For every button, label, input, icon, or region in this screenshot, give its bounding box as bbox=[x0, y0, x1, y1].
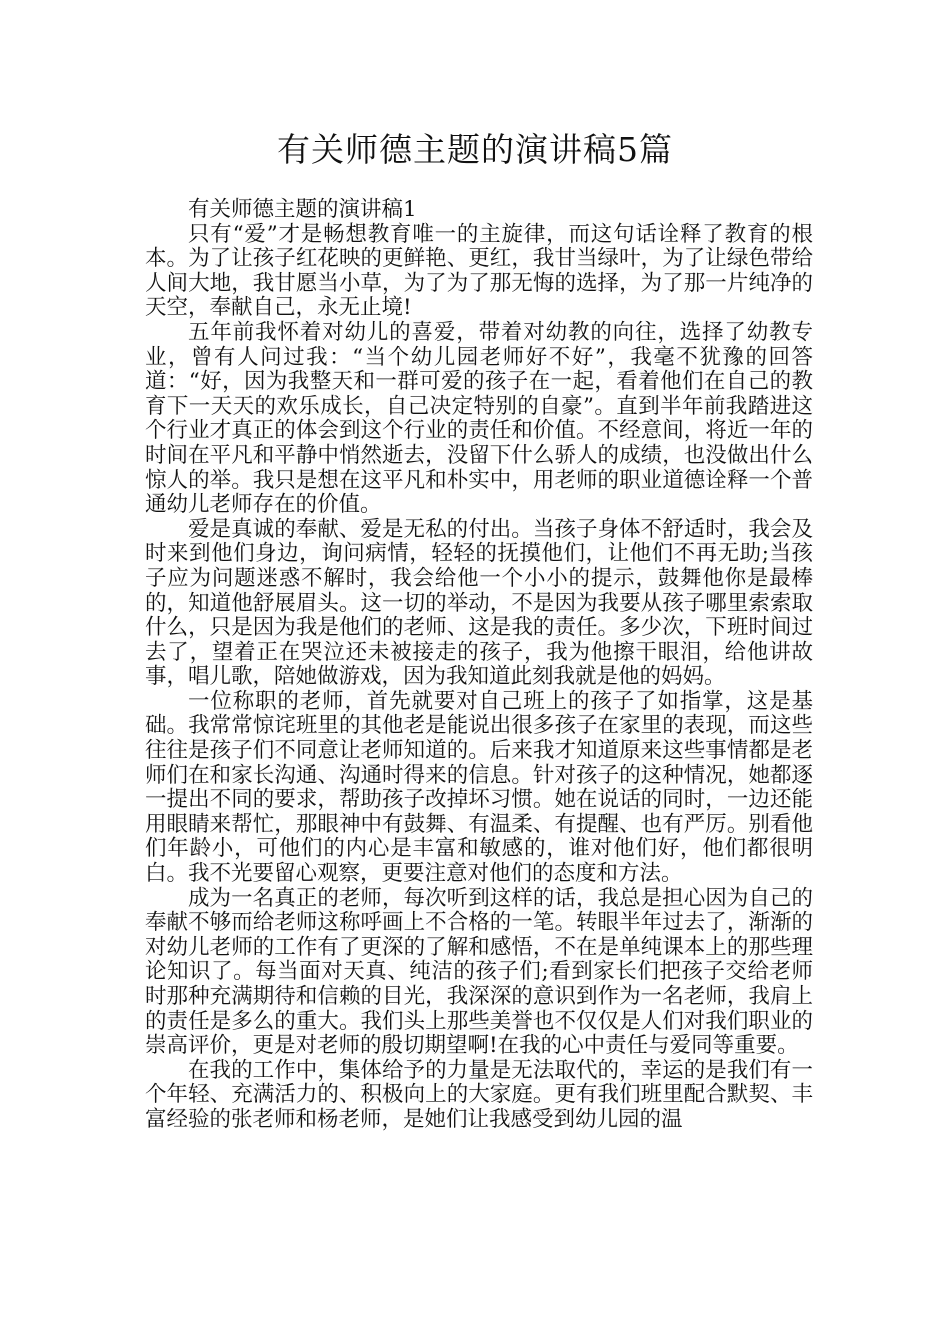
paragraph: 爱是真诚的奉献、爱是无私的付出。当孩子身体不舒适时，我会及时来到他们身边，询问病情，轻轻的抚摸他们，让他们不再无助;当孩子应为问题迷惑不解时，我会给他一个小小的提示，鼓舞他你是最棒的，知道他舒展眉头。这一切的举动，不是因为我要从孩子哪里索索取什么，只是因为我是他们的老师、这是我的责任。多少次，下班时间过去了，望着正在哭泣还未被接走的孩子，我为他擦干眼泪，给他讲故事，唱儿歌，陪她做游戏，因为我知道此刻我就是他的妈妈。 bbox=[145, 516, 813, 690]
paragraph: 只有“爱”才是畅想教育唯一的主旋律，而这句话诠释了教育的根本。为了让孩子红花映的更鲜艳、更红，我甘当绿叶，为了让绿色带给人间大地，我甘愿当小草，为了为了那无悔的选择，为了那一片纯净的天空，奉献自己，永无止境! bbox=[145, 221, 813, 321]
paragraph: 一位称职的老师，首先就要对自己班上的孩子了如指掌，这是基础。我常常惊诧班里的其他老是能说出很多孩子在家里的表现，而这些往往是孩子们不同意让老师知道的。后来我才知道原来这些事情都是老师们在和家长沟通、沟通时得来的信息。针对孩子的这种情况，她都逐一提出不同的要求，帮助孩子改掉坏习惯。她在说话的同时，一边还能用眼睛来帮忙，那眼神中有鼓舞、有温柔、有提醒、也有严厉。别看他们年龄小，可他们的内心是丰富和敏感的，谁对他们好，他们都很明白。我不光要留心观察，更要注意对他们的态度和方法。 bbox=[145, 688, 813, 887]
document-title: 有关师德主题的演讲稿5篇 bbox=[277, 130, 673, 169]
paragraph: 成为一名真正的老师，每次听到这样的话，我总是担心因为自己的奉献不够而给老师这称呼画上不合格的一笔。转眼半年过去了，渐渐的对幼儿老师的工作有了更深的了解和感悟，不在是单纯课本上的那些理论知识了。每当面对天真、纯洁的孩子们;看到家长们把孩子交给老师时那种充满期待和信赖的目光，我深深的意识到作为一名老师，我肩上的责任是多么的重大。我们头上那些美誉也不仅仅是人们对我们职业的崇高评价，更是对老师的殷切期望啊!在我的心中责任与爱同等重要。 bbox=[145, 885, 813, 1059]
section-heading: 有关师德主题的演讲稿1 bbox=[188, 197, 417, 222]
paragraph: 五年前我怀着对幼儿的喜爱，带着对幼教的向往，选择了幼教专业，曾有人问过我：“当个幼儿园老师好不好”，我毫不犹豫的回答道：“好，因为我整天和一群可爱的孩子在一起，看着他们在自己的教育下一天天的欢乐成长，自己决定特别的自豪”。直到半年前我踏进这个行业才真正的体会到这个行业的责任和价值。不经意间，将近一年的时间在平凡和平静中悄然逝去，没留下什么骄人的成绩，也没做出什么惊人的举。我只是想在这平凡和朴实中，用老师的职业道德诠释一个普通幼儿老师存在的价值。 bbox=[145, 319, 813, 518]
paragraph: 在我的工作中，集体给予的力量是无法取代的，幸运的是我们有一个年轻、充满活力的、积极向上的大家庭。更有我们班里配合默契、丰富经验的张老师和杨老师，是她们让我感受到幼儿园的温 bbox=[145, 1057, 813, 1132]
document-body bbox=[145, 198, 813, 1133]
